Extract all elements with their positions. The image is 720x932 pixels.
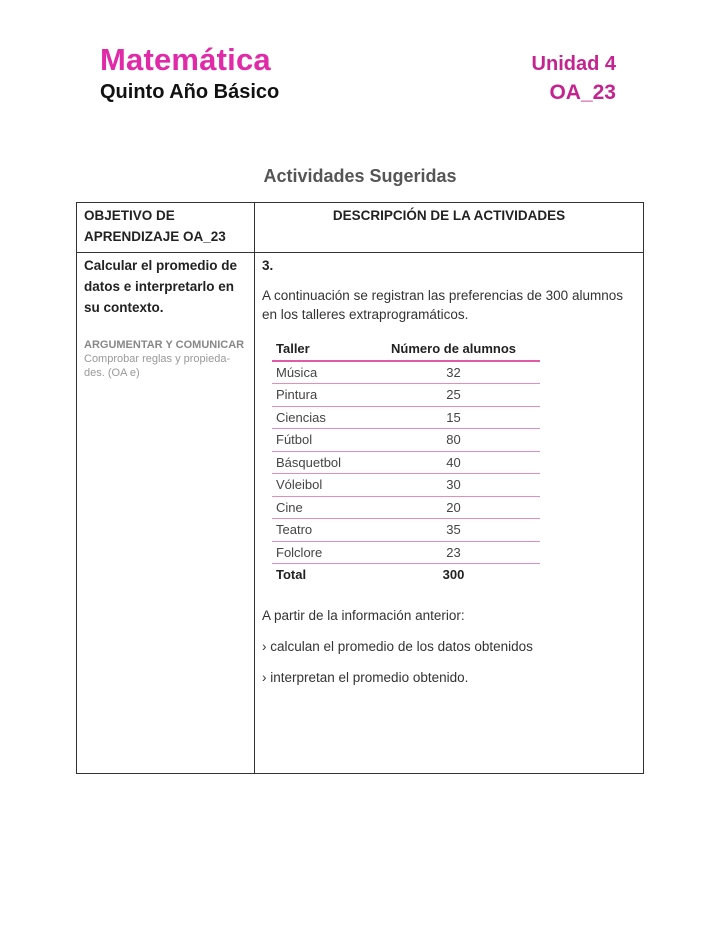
table-row: [272, 384, 540, 407]
activity-number: 3.: [262, 258, 274, 273]
student-count: 20: [367, 496, 540, 519]
total-label: Total: [276, 567, 307, 583]
total-row: [272, 564, 540, 586]
unit-label: Unidad 4: [531, 53, 616, 75]
workshop-name: Fútbol: [272, 429, 367, 452]
workshop-data-table: [272, 338, 540, 586]
student-count: 15: [367, 406, 540, 429]
skill-block: [84, 338, 247, 380]
total-value: 300: [442, 567, 465, 583]
student-count: 30: [367, 474, 540, 497]
student-count: 32: [367, 361, 540, 384]
objective-text: Calcular el promedio de datos e interpretarlo en su contexto.: [84, 258, 238, 315]
workshop-name: Folclore: [272, 541, 367, 564]
table-row: [272, 541, 540, 564]
document-header-right: [532, 52, 616, 106]
workshop-name: Pintura: [272, 384, 367, 407]
description-cell: [255, 253, 644, 774]
student-count: 35: [367, 519, 540, 542]
students-column-header: Número de alumnos: [367, 338, 540, 361]
followup-text: A partir de la información anterior:: [262, 607, 465, 623]
workshop-name: Cine: [272, 496, 367, 519]
data-table-header: [272, 338, 540, 361]
taller-column-header: Taller: [272, 338, 367, 361]
workshop-name: Teatro: [272, 519, 367, 542]
student-count: 80: [367, 429, 540, 452]
table-row: [272, 361, 540, 384]
grade-title: Quinto Año Básico: [100, 81, 280, 103]
table-row: [272, 429, 540, 452]
table-row: [272, 474, 540, 497]
bullet-item: › interpretan el promedio obtenido.: [262, 669, 469, 685]
skill-title: ARGUMENTAR Y COMUNICAR: [84, 339, 245, 351]
activities-table: [76, 202, 644, 774]
objective-column-header: OBJETIVO DE APRENDIZAJE OA_23: [77, 203, 255, 253]
objective-code: OA_23: [549, 81, 616, 104]
section-title: Actividades Sugeridas: [263, 166, 457, 186]
student-count: 25: [367, 384, 540, 407]
objective-cell: [77, 253, 255, 774]
workshop-name: Vóleibol: [272, 474, 367, 497]
description-column-header: DESCRIPCIÓN DE LA ACTIVIDADES: [255, 203, 644, 253]
student-count: 23: [367, 541, 540, 564]
workshop-name: Básquetbol: [272, 451, 367, 474]
table-row: [272, 519, 540, 542]
document-header-left: [100, 42, 279, 104]
table-row: [272, 451, 540, 474]
activity-intro: A continuación se registran las preferencias de 300 alumnos en los talleres extraprogramáticos.: [262, 288, 623, 322]
table-row: [272, 496, 540, 519]
table-header-row: [77, 203, 644, 253]
table-row: [77, 253, 644, 774]
skill-text: Comprobar reglas y propieda-des. (OA e): [84, 353, 231, 379]
bullet-item: › calculan el promedio de los datos obtenidos: [262, 638, 533, 654]
workshop-name: Ciencias: [272, 406, 367, 429]
table-row: [272, 406, 540, 429]
student-count: 40: [367, 451, 540, 474]
workshop-name: Música: [272, 361, 367, 384]
subject-title: Matemática: [100, 42, 271, 77]
